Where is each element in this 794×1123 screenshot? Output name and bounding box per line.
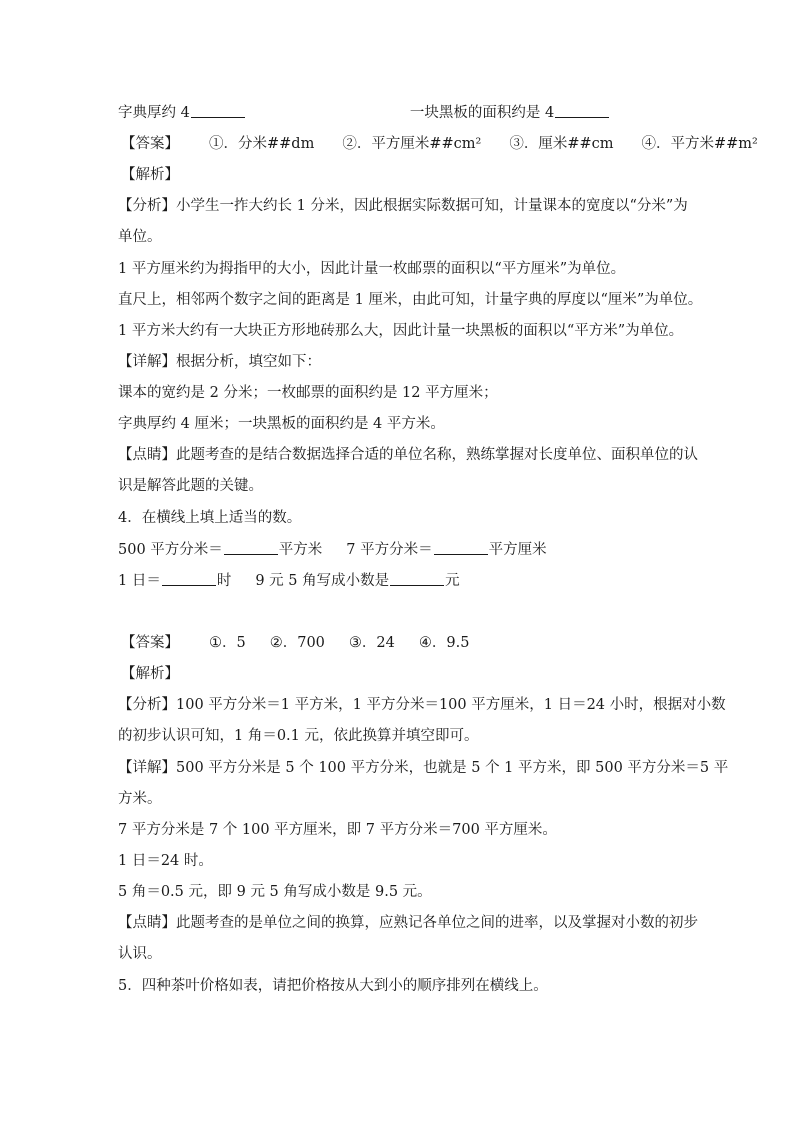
- q4-text: 平方米: [278, 542, 323, 558]
- answer-blank: [224, 540, 278, 555]
- detail-paragraph: 7 平方分米是 7 个 100 平方厘米，即 7 平方分米＝700 平方厘米。: [118, 822, 557, 838]
- answer-item: ③．厘米##cm: [509, 136, 614, 152]
- detail-paragraph-cont: 方米。: [118, 791, 162, 807]
- question-4-line-2: [118, 571, 460, 591]
- blackboard-text: 一块黑板的面积约是 4: [409, 105, 555, 121]
- analysis-paragraph: 1 平方米大约有一大块正方形地砖那么大，因此计量一块黑板的面积以“平方米”为单位。: [118, 323, 684, 339]
- answer-item: ④．9.5: [418, 635, 470, 651]
- analysis-paragraph: 1 平方厘米约为拇指甲的大小，因此计量一枚邮票的面积以“平方厘米”为单位。: [118, 261, 626, 277]
- q4-text: 时: [216, 573, 232, 589]
- comment-paragraph: 【点睛】此题考查的是单位之间的换算，应熟记各单位之间的进率，以及掌握对小数的初步: [118, 915, 698, 931]
- answer-item: ④．平方米##m²: [641, 136, 758, 152]
- comment-paragraph-cont: 识是解答此题的关键。: [118, 478, 263, 494]
- question-4-title: 4．在横线上填上适当的数。: [118, 510, 302, 526]
- answer-blank: [162, 571, 216, 586]
- analysis-tag: 【解析】: [121, 167, 179, 183]
- comment-paragraph: 【点睛】此题考查的是结合数据选择合适的单位名称，熟练掌握对长度单位、面积单位的认: [118, 447, 698, 463]
- answer-line: [121, 633, 469, 653]
- question-5-title: 5．四种茶叶价格如表，请把价格按从大到小的顺序排列在横线上。: [118, 978, 548, 994]
- answer-blank: [390, 571, 444, 586]
- analysis-paragraph: 直尺上，相邻两个数字之间的距离是 1 厘米，由此可知，计量字典的厚度以“厘米”为单位。: [118, 292, 703, 308]
- q4-text: 9 元 5 角写成小数是: [255, 573, 390, 589]
- answer-item: ③．24: [348, 635, 395, 651]
- answer-blank: [191, 103, 245, 118]
- answer-blank: [434, 540, 488, 555]
- answer-item: ①．分米##dm: [209, 136, 315, 152]
- analysis-tag: 【解析】: [121, 666, 179, 682]
- analysis-paragraph: 【分析】小学生一拃大约长 1 分米，因此根据实际数据可知，计量课本的宽度以“分米”为: [118, 198, 688, 214]
- detail-paragraph: 课本的宽约是 2 分米；一枚邮票的面积约是 12 平方厘米；: [118, 385, 498, 401]
- question-4-line-1: [118, 540, 547, 560]
- detail-paragraph: 【详解】根据分析，填空如下：: [118, 354, 321, 370]
- answer-item: ①．5: [209, 635, 246, 651]
- fill-line-dictionary-blackboard: [118, 103, 610, 123]
- analysis-paragraph-cont: 的初步认识可知，1 角＝0.1 元，依此换算并填空即可。: [118, 728, 479, 744]
- answer-item: ②．平方厘米##cm²: [342, 136, 482, 152]
- q4-text: 1 日＝: [118, 573, 161, 589]
- answer-tag: 【答案】: [121, 635, 179, 651]
- analysis-paragraph-cont: 单位。: [118, 229, 162, 245]
- q4-text: 平方厘米: [488, 542, 547, 558]
- detail-paragraph: 1 日＝24 时。: [118, 853, 213, 869]
- q4-text: 500 平方分米＝: [118, 542, 223, 558]
- comment-paragraph-cont: 认识。: [118, 946, 162, 962]
- answer-line: [121, 134, 758, 154]
- q4-text: 7 平方分米＝: [346, 542, 433, 558]
- detail-paragraph: 【详解】500 平方分米是 5 个 100 平方分米，也就是 5 个 1 平方米，即 500 平方分米＝5 平: [118, 760, 729, 776]
- dictionary-text: 字典厚约 4: [118, 105, 190, 121]
- detail-paragraph: 5 角＝0.5 元，即 9 元 5 角写成小数是 9.5 元。: [118, 884, 432, 900]
- q4-text: 元: [445, 573, 460, 589]
- answer-item: ②．700: [269, 635, 325, 651]
- detail-paragraph: 字典厚约 4 厘米；一块黑板的面积约是 4 平方米。: [118, 416, 445, 432]
- analysis-paragraph: 【分析】100 平方分米＝1 平方米，1 平方分米＝100 平方厘米，1 日＝24 小时，根据对小数: [118, 697, 726, 713]
- answer-blank: [555, 103, 609, 118]
- answer-tag: 【答案】: [121, 136, 179, 152]
